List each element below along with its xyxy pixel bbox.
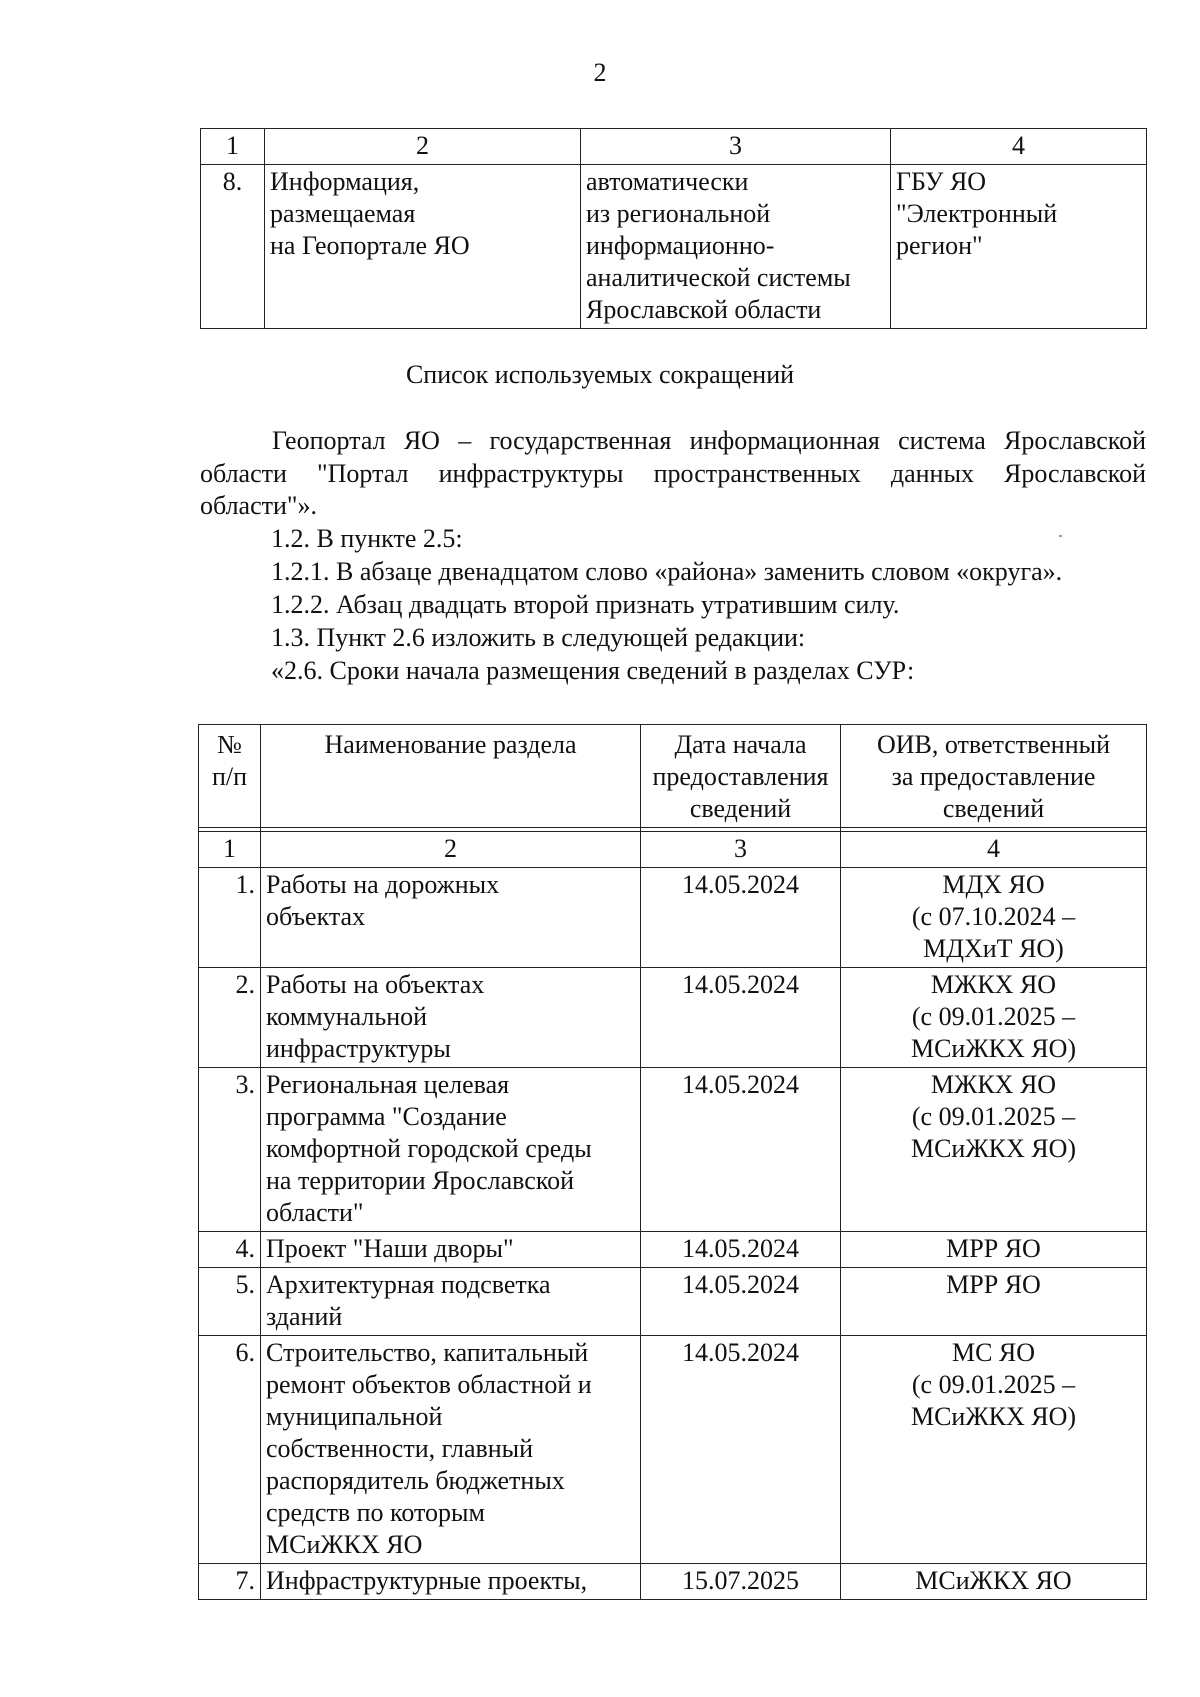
clause-line: 1.3. Пункт 2.6 изложить в следующей редакции: <box>271 623 806 652</box>
column-number-cell: 1 <box>201 129 265 165</box>
section-name-cell: Инфраструктурные проекты, <box>261 1564 641 1600</box>
table-header-row <box>199 725 1147 828</box>
responsible-cell: МРР ЯО <box>841 1268 1147 1336</box>
info-name-cell: Информация, размещаемая на Геопортале ЯО <box>265 165 581 329</box>
responsible-cell: МЖКХ ЯО (с 09.01.2025 – МСиЖКХ ЯО) <box>841 1068 1147 1232</box>
header-section-name: Наименование раздела <box>261 725 641 828</box>
row-number-cell: 6. <box>199 1336 261 1564</box>
row-number-cell: 2. <box>199 968 261 1068</box>
start-date-cell: 14.05.2024 <box>641 868 841 968</box>
sources-table-continued <box>200 128 1147 329</box>
start-date-cell: 14.05.2024 <box>641 968 841 1068</box>
column-number-cell: 1 <box>199 832 261 868</box>
column-number-cell: 2 <box>261 832 641 868</box>
clause-line: «2.6. Сроки начала размещения сведений в разделах СУР: <box>271 656 915 685</box>
row-number-cell: 4. <box>199 1232 261 1268</box>
row-number-cell: 1. <box>199 868 261 968</box>
table-row <box>199 1268 1147 1336</box>
table-row <box>199 1068 1147 1232</box>
responsible-cell: МЖКХ ЯО (с 09.01.2025 – МСиЖКХ ЯО) <box>841 968 1147 1068</box>
header-start-date: Дата начала предоставления сведений <box>641 725 841 828</box>
header-responsible: ОИВ, ответственный за предоставление сведений <box>841 725 1147 828</box>
section-name-cell: Работы на дорожных объектах <box>261 868 641 968</box>
table-row <box>199 868 1147 968</box>
section-name-cell: Проект "Наши дворы" <box>261 1232 641 1268</box>
section-name-cell: Строительство, капитальный ремонт объектов областной и муниципальной собственности, главный распорядитель бюджетных средств по которым МСиЖКХ ЯО <box>261 1336 641 1564</box>
column-number-cell: 3 <box>581 129 891 165</box>
abbreviation-paragraph: Геопортал ЯО – государственная информационная система Ярославской области "Портал инфраструктуры пространственных данных Ярославской области"». <box>200 426 1146 520</box>
column-number-cell: 4 <box>841 832 1147 868</box>
sur-deadlines-table <box>198 724 1147 1600</box>
responsible-cell: МДХ ЯО (с 07.10.2024 – МДХиТ ЯО) <box>841 868 1147 968</box>
row-number-cell: 3. <box>199 1068 261 1232</box>
table-row <box>199 968 1147 1068</box>
start-date-cell: 15.07.2025 <box>641 1564 841 1600</box>
start-date-cell: 14.05.2024 <box>641 1268 841 1336</box>
responsible-cell: МС ЯО (с 09.01.2025 – МСиЖКХ ЯО) <box>841 1336 1147 1564</box>
row-number-cell: 8. <box>201 165 265 329</box>
table-row <box>201 165 1147 329</box>
info-source-cell: автоматически из региональной информационно- аналитической системы Ярославской области <box>581 165 891 329</box>
column-number-cell: 4 <box>891 129 1147 165</box>
clause-line: 1.2. В пункте 2.5: <box>271 524 463 553</box>
responsible-cell: ГБУ ЯО "Электронный регион" <box>891 165 1147 329</box>
scan-speck <box>1059 535 1062 537</box>
section-name-cell: Работы на объектах коммунальной инфраструктуры <box>261 968 641 1068</box>
start-date-cell: 14.05.2024 <box>641 1232 841 1268</box>
table-column-number-row <box>201 129 1147 165</box>
column-number-cell: 3 <box>641 832 841 868</box>
abbreviations-title: Список используемых сокращений <box>405 360 795 389</box>
table-row <box>199 1564 1147 1600</box>
page-number: 2 <box>593 58 607 87</box>
table-row <box>199 1232 1147 1268</box>
start-date-cell: 14.05.2024 <box>641 1068 841 1232</box>
clause-line: 1.2.2. Абзац двадцать второй признать утратившим силу. <box>271 590 900 619</box>
responsible-cell: МРР ЯО <box>841 1232 1147 1268</box>
section-name-cell: Архитектурная подсветка зданий <box>261 1268 641 1336</box>
table-column-number-row <box>199 832 1147 868</box>
start-date-cell: 14.05.2024 <box>641 1336 841 1564</box>
column-number-cell: 2 <box>265 129 581 165</box>
row-number-cell: 5. <box>199 1268 261 1336</box>
row-number-cell: 7. <box>199 1564 261 1600</box>
clause-line: 1.2.1. В абзаце двенадцатом слово «района» заменить словом «округа». <box>271 557 1063 586</box>
responsible-cell: МСиЖКХ ЯО <box>841 1564 1147 1600</box>
table-row <box>199 1336 1147 1564</box>
header-number: № п/п <box>199 725 261 828</box>
section-name-cell: Региональная целевая программа "Создание комфортной городской среды на территории Ярославской области" <box>261 1068 641 1232</box>
